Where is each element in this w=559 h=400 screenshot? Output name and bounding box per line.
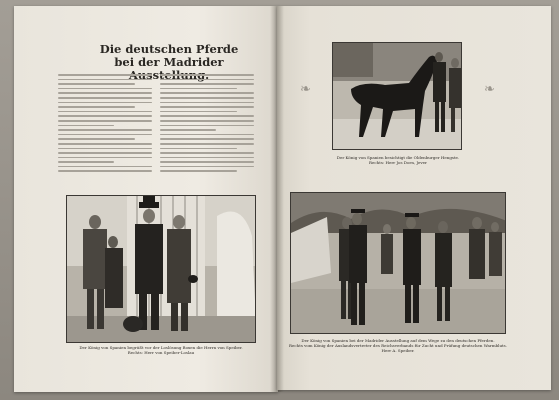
right-top-caption-line-2: Rechts: Herr Jos Dorn, Jever xyxy=(369,160,427,165)
left-photo-king-greeting xyxy=(66,195,256,343)
right-bottom-caption-line-2: Rechts vom König der Auslandsvertreter des Reichsverbands für Zucht und Prüfung deutschen Warmbluts. xyxy=(289,343,507,348)
body-text-column-2 xyxy=(160,74,254,184)
left-photo-caption xyxy=(64,345,258,355)
left-photo-image xyxy=(67,196,256,343)
right-ornament: ❧ xyxy=(484,82,495,97)
right-bottom-photo-caption xyxy=(286,338,510,353)
right-bottom-caption-line-3: Herr A. Speiber. xyxy=(381,348,415,353)
right-top-photo-horse xyxy=(332,42,462,150)
left-photo-caption-line-2: Rechts: Herr von Speiber-Loslau xyxy=(127,350,195,355)
book-gutter xyxy=(270,6,284,392)
right-bottom-photo-image xyxy=(291,193,506,334)
right-top-caption-line-1: Der König von Spanien besichtigt die Oldenburger Hengste. xyxy=(336,155,460,160)
article-title-line-2: bei der Madrider xyxy=(114,55,224,69)
body-text-column-1 xyxy=(58,74,152,180)
right-bottom-photo-procession xyxy=(290,192,506,334)
article-title-line-1: Die deutschen Pferde xyxy=(99,42,239,56)
right-top-photo-image xyxy=(333,43,462,150)
left-photo-caption-line-1: Der König von Spanien begrüßt vor der Loslösung Boxen die Herrn von Speiber. xyxy=(79,345,243,350)
right-bottom-caption-line-1: Der König von Spanien bei der Madrider Ausstellung auf dem Wege zu den deutschen Pferden. xyxy=(301,338,495,343)
left-ornament: ❧ xyxy=(300,82,311,97)
right-top-photo-caption xyxy=(318,155,478,165)
